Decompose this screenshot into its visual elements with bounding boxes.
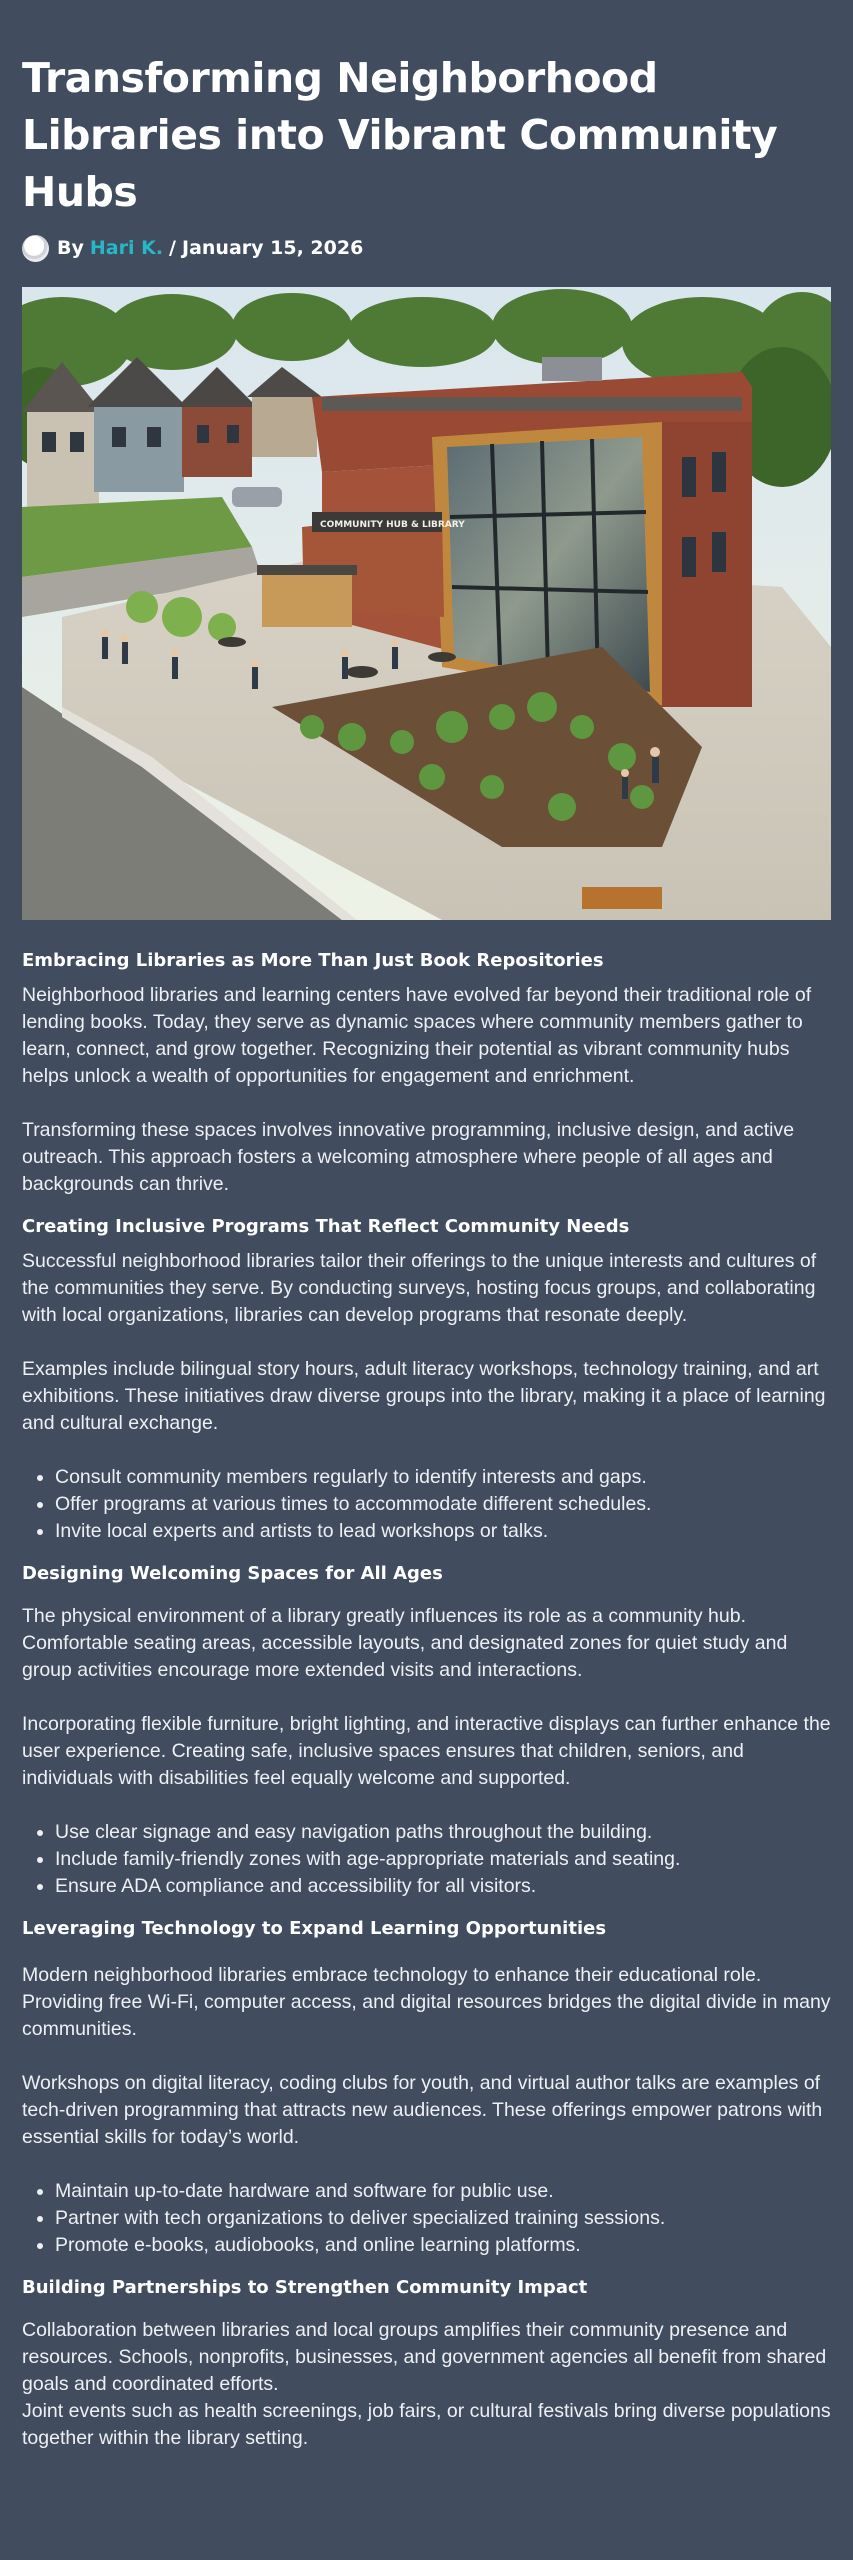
byline-separator: /	[169, 237, 176, 259]
hero-image	[22, 287, 831, 920]
publish-date: January 15, 2026	[182, 237, 364, 259]
section-heading: Designing Welcoming Spaces for All Ages	[22, 1563, 443, 1584]
list-item: • Offer programs at various times to accommodate different schedules.	[55, 1491, 831, 1518]
paragraph: Joint events such as health screenings, job fairs, or cultural festivals bring diverse populations together within the library setting.	[22, 2400, 831, 2449]
article-body	[22, 948, 831, 2452]
author-avatar	[22, 235, 49, 262]
paragraph: Examples include bilingual story hours, adult literacy workshops, technology training, and art exhibitions. These initiatives draw diverse groups into the library, making it a place of learning and cultural exchange.	[22, 1358, 826, 1434]
list-item: • Include family-friendly zones with age-appropriate materials and seating.	[55, 1846, 831, 1873]
paragraph: Transforming these spaces involves innovative programming, inclusive design, and active outreach. This approach fosters a welcoming atmosphere where people of all ages and backgrounds can thrive.	[22, 1119, 795, 1195]
paragraph: Successful neighborhood libraries tailor their offerings to the unique interests and cultures of the communities they serve. By conducting surveys, hosting focus groups, and collaborating with local organizations, libraries can develop programs that resonate deeply.	[22, 1250, 817, 1326]
paragraph: Neighborhood libraries and learning centers have evolved far beyond their traditional role of lending books. Today, they serve as dynamic spaces where community members gather to learn, connect, and grow together. Recognizing their potential as vibrant community hubs helps unlock a wealth of opportunities for engagement and enrichment.	[22, 984, 812, 1087]
list-item: • Use clear signage and easy navigation paths throughout the building.	[55, 1819, 831, 1846]
bullet-list	[22, 1464, 831, 1545]
article-title: Transforming Neighborhood Libraries into Vibrant Community Hubs	[22, 54, 778, 216]
hero-sign-text: COMMUNITY HUB & LIBRARY	[320, 520, 465, 530]
list-item: • Ensure ADA compliance and accessibility for all visitors.	[55, 1873, 831, 1900]
author-name[interactable]: Hari K.	[89, 237, 164, 259]
list-item: • Invite local experts and artists to lead workshops or talks.	[55, 1518, 831, 1545]
section-heading: Creating Inclusive Programs That Reflect Community Needs	[22, 1216, 630, 1237]
section-heading: Leveraging Technology to Expand Learning Opportunities	[22, 1918, 607, 1939]
bullet-list	[22, 2178, 831, 2259]
paragraph: Modern neighborhood libraries embrace technology to enhance their educational role. Providing free Wi-Fi, computer access, and digital resources bridges the digital divide in many communities.	[22, 1964, 831, 2040]
paragraph: Collaboration between libraries and local groups amplifies their community presence and resources. Schools, nonprofits, businesses, and government agencies all benefit from shared goals and coordinated efforts.	[22, 2319, 827, 2395]
list-item: • Consult community members regularly to identify interests and gaps.	[55, 1464, 831, 1491]
byline-by: By	[57, 237, 84, 259]
list-item: • Promote e-books, audiobooks, and online learning platforms.	[55, 2232, 831, 2259]
paragraph: Incorporating flexible furniture, bright lighting, and interactive displays can further enhance the user experience. Creating safe, inclusive spaces ensures that children, seniors, and individuals with disabilities feel equally welcome and supported.	[22, 1713, 831, 1789]
list-item: • Maintain up-to-date hardware and software for public use.	[55, 2178, 831, 2205]
section-heading: Building Partnerships to Strengthen Community Impact	[22, 2277, 588, 2298]
paragraph: Workshops on digital literacy, coding clubs for youth, and virtual author talks are examples of tech-driven programming that attracts new audiences. These offerings empower patrons with essential skills for today’s world.	[22, 2072, 823, 2148]
paragraph: The physical environment of a library greatly influences its role as a community hub. Comfortable seating areas, accessible layouts, and designated zones for quiet study and group activities encourage more extended visits and interactions.	[22, 1605, 788, 1681]
byline	[22, 233, 831, 263]
bullet-list	[22, 1819, 831, 1900]
section-heading: Embracing Libraries as More Than Just Book Repositories	[22, 950, 604, 971]
list-item: • Partner with tech organizations to deliver specialized training sessions.	[55, 2205, 831, 2232]
